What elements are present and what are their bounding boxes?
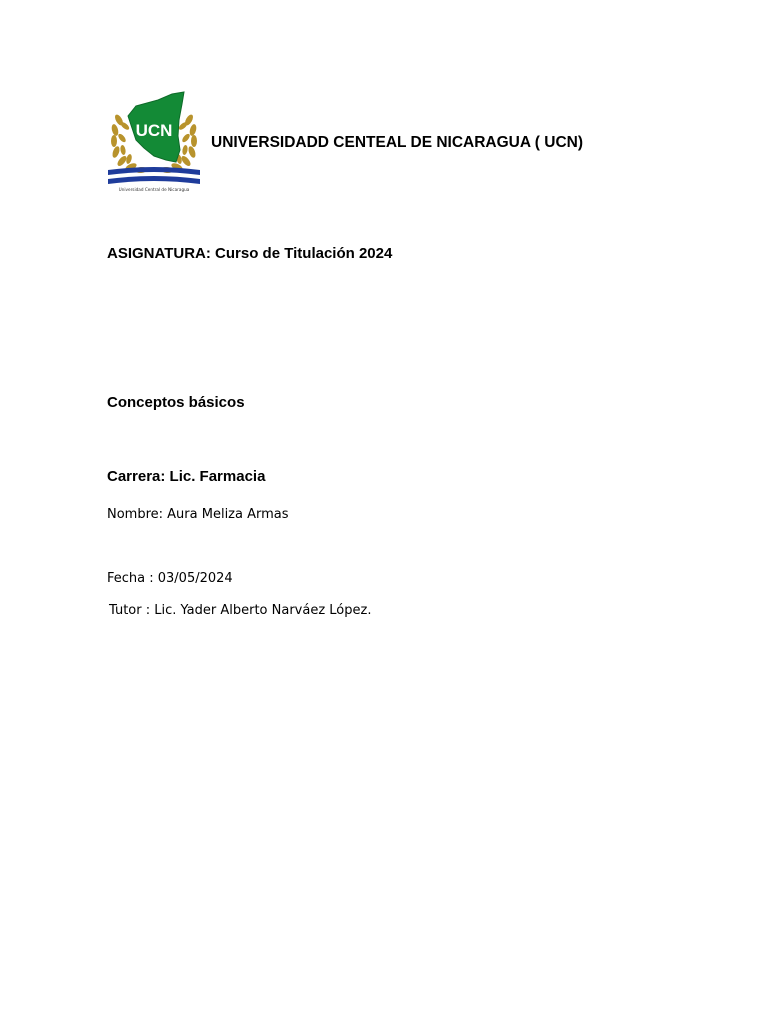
university-logo-icon (106, 90, 202, 196)
date-line: Fecha : 03/05/2024 (107, 571, 233, 586)
student-name: Nombre: Aura Meliza Armas (107, 507, 289, 522)
university-title: UNIVERSIDADD CENTEAL DE NICARAGUA ( UCN) (211, 134, 584, 151)
topic-title: Conceptos básicos (107, 394, 245, 411)
career-line: Carrera: Lic. Farmacia (107, 468, 266, 485)
subject-line: ASIGNATURA: Curso de Titulación 2024 (107, 245, 393, 262)
tutor-line: Tutor : Lic. Yader Alberto Narváez López. (109, 603, 372, 618)
logo-caption: Universidad Central de Nicaragua (118, 187, 190, 192)
logo-text: UCN (135, 121, 173, 140)
